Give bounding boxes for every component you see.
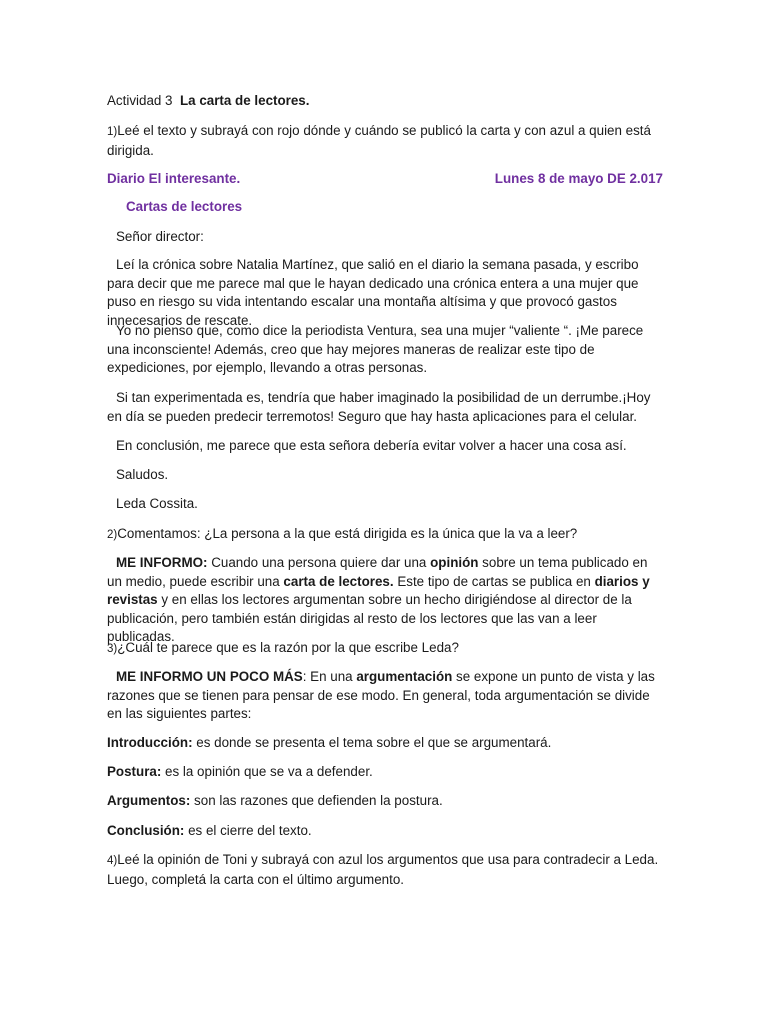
activity-heading <box>107 92 663 111</box>
part-definition: es la opinión que se va a defender. <box>161 764 373 779</box>
info-label: ME INFORMO: <box>116 555 208 570</box>
question-text: Comentamos: ¿La persona a la que está dirigida es la única que la va a leer? <box>117 526 578 541</box>
newspaper-date: Lunes 8 de mayo DE 2.017 <box>494 171 663 186</box>
part-definition: es donde se presenta el tema sobre el que se argumentará. <box>192 735 552 750</box>
letter-paragraph-3: Si tan experimentada es, tendría que haber imaginado la posibilidad de un derrumbe.¡Hoy en día se pueden predecir terremotos! Seguro que hay hasta aplicaciones para el celular. <box>107 390 651 424</box>
newspaper-name: Diario El interesante. <box>107 171 241 186</box>
info-box-2: ME INFORMO UN POCO MÁS: En una argumentación se expone un punto de vista y las razones que se tienen para pensar de ese modo. En general, toda argumentación se divide en las siguientes partes: <box>107 669 655 722</box>
part-term: Introducción: <box>107 735 193 750</box>
newspaper-header <box>107 170 663 189</box>
part-term: Postura: <box>107 764 162 779</box>
argument-part-argumentos <box>107 792 663 811</box>
question-4 <box>107 851 663 889</box>
letter-paragraph-1: Leí la crónica sobre Natalia Martínez, que salió en el diario la semana pasada, y escribo para decir que me parece mal que le hayan dedicado una crónica entera a una mujer que puso en riesgo su vida intentando escalar una montaña altísima y que provocó gastos innecesarios de rescate. <box>107 257 639 328</box>
part-definition: son las razones que defienden la postura. <box>190 793 443 808</box>
info-label: ME INFORMO UN POCO MÁS <box>116 669 303 684</box>
activity-title: La carta de lectores. <box>179 93 310 108</box>
activity-prefix: Actividad 3 <box>107 93 173 108</box>
question-2 <box>107 525 663 545</box>
question-number: 2) <box>107 529 118 541</box>
letter-signature: Leda Cossita. <box>116 496 198 511</box>
letter-paragraph-2: Yo no pienso que, como dice la periodista Ventura, sea una mujer “valiente “. ¡Me parece una inconsciente! Además, creo que hay mejores maneras de realizar este tipo de expediciones, por ejemplo, llevando a otras personas. <box>107 323 644 376</box>
question-number: 3) <box>107 643 118 655</box>
question-number: 4) <box>107 855 118 867</box>
letter-closing: Saludos. <box>116 467 169 482</box>
question-text: Leé la opinión de Toni y subrayá con azul los argumentos que usa para contradecir a Leda. Luego, completá la carta con el último argumento. <box>107 852 659 887</box>
argument-part-postura <box>107 763 663 782</box>
section-title: Cartas de lectores <box>126 199 243 214</box>
part-term: Argumentos: <box>107 793 191 808</box>
question-text: ¿Cuál te parece que es la razón por la que escribe Leda? <box>117 640 459 655</box>
argument-part-conclusion <box>107 822 663 841</box>
part-definition: es el cierre del texto. <box>184 823 312 838</box>
letter-greeting: Señor director: <box>116 229 204 244</box>
question-1 <box>107 122 663 160</box>
letter-paragraph-4: En conclusión, me parece que esta señora debería evitar volver a hacer una cosa así. <box>116 438 627 453</box>
info-box-1: ME INFORMO: Cuando una persona quiere dar una opinión sobre un tema publicado en un medio, puede escribir una carta de lectores. Este tipo de cartas se publica en diarios y revistas y en ellas los lectores argumentan sobre un hecho dirigiéndose al director de la publicación, pero también están dirigidas al resto de los lectores que las van a leer publicadas. <box>107 555 650 645</box>
question-number: 1) <box>107 126 118 138</box>
part-term: Conclusión: <box>107 823 185 838</box>
question-3 <box>107 639 663 659</box>
question-text: Leé el texto y subrayá con rojo dónde y cuándo se publicó la carta y con azul a quien está dirigida. <box>107 123 651 158</box>
argument-part-introduccion <box>107 734 663 753</box>
